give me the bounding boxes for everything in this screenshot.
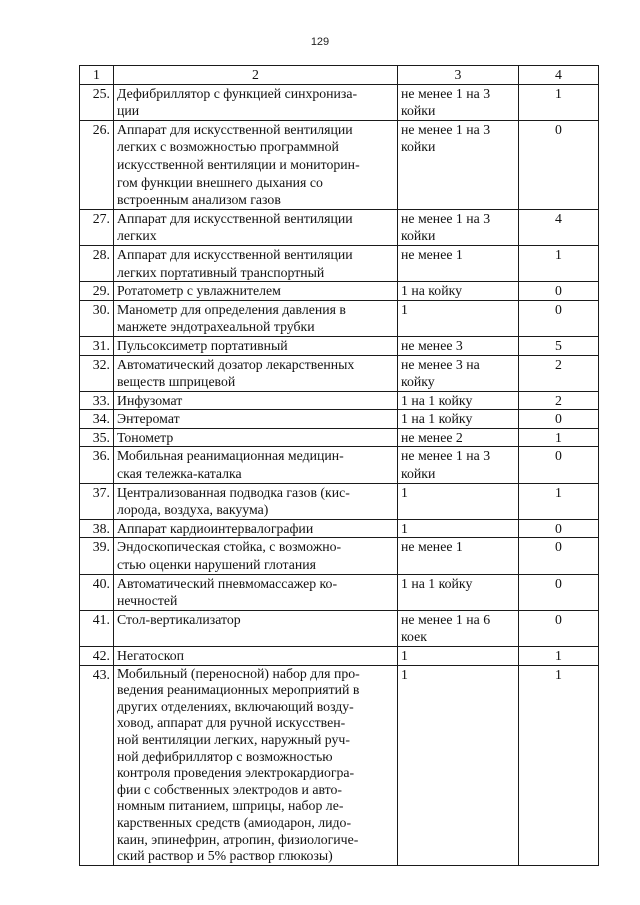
row-number-cell: 37.: [80, 483, 114, 519]
equipment-name-cell: Автоматический пневмомассажер ко- нечностей: [114, 574, 398, 610]
equipment-name-cell: Автоматический дозатор лекарственных веществ шприцевой: [114, 355, 398, 391]
table-row: [80, 428, 599, 447]
quantity-requirement-cell: не менее 1: [398, 538, 519, 574]
header-cell: 4: [519, 66, 599, 85]
available-count-cell: 0: [519, 447, 599, 483]
table-row: [80, 574, 599, 610]
quantity-requirement-cell: не менее 1 на 3 койки: [398, 447, 519, 483]
table-row: [80, 245, 599, 281]
table-row: [80, 538, 599, 574]
quantity-requirement-cell: не менее 3 на койку: [398, 355, 519, 391]
table-row: [80, 483, 599, 519]
equipment-name-cell: Мобильный (переносной) набор для про- ведения реанимационных мероприятий в других отделениях, включающий возду- ховод, аппарат для ручной искусствен- ной вентиляции легких, наружный руч- ной дефибриллятор с возможностью контроля проведения электрокардиогра- фии с собственных электродов и авто- номным питанием, шприцы, набор ле- карственных средств (амиодарон, лидо- каин, эпинефрин, атропин, физиологиче- ский раствор и 5% раствор глюкозы): [114, 665, 398, 865]
row-number-cell: 30.: [80, 300, 114, 336]
quantity-requirement-cell: 1: [398, 647, 519, 666]
available-count-cell: 0: [519, 282, 599, 301]
table-row: [80, 519, 599, 538]
equipment-name-cell: Пульсоксиметр портативный: [114, 336, 398, 355]
equipment-name-cell: Тонометр: [114, 428, 398, 447]
row-number-cell: 38.: [80, 519, 114, 538]
table-row: [80, 120, 599, 209]
quantity-requirement-cell: 1 на 1 койку: [398, 410, 519, 429]
available-count-cell: 1: [519, 245, 599, 281]
row-number-cell: 32.: [80, 355, 114, 391]
equipment-name-cell: Централизованная подводка газов (кис- лорода, воздуха, вакуума): [114, 483, 398, 519]
available-count-cell: 0: [519, 410, 599, 429]
table-row: [80, 610, 599, 646]
quantity-requirement-cell: не менее 1: [398, 245, 519, 281]
quantity-requirement-cell: 1: [398, 665, 519, 865]
equipment-name-cell: Аппарат для искусственной вентиляции легких портативный транспортный: [114, 245, 398, 281]
available-count-cell: 1: [519, 428, 599, 447]
header-cell: 3: [398, 66, 519, 85]
table-row: [80, 665, 599, 865]
quantity-requirement-cell: 1: [398, 300, 519, 336]
table-row: [80, 209, 599, 245]
quantity-requirement-cell: 1 на 1 койку: [398, 391, 519, 410]
row-number-cell: 33.: [80, 391, 114, 410]
quantity-requirement-cell: 1 на койку: [398, 282, 519, 301]
quantity-requirement-cell: 1: [398, 519, 519, 538]
available-count-cell: 4: [519, 209, 599, 245]
quantity-requirement-cell: не менее 1 на 3 койки: [398, 84, 519, 120]
equipment-name-cell: Негатоскоп: [114, 647, 398, 666]
available-count-cell: 1: [519, 84, 599, 120]
equipment-name-cell: Дефибриллятор с функцией синхрониза- ции: [114, 84, 398, 120]
row-number-cell: 43.: [80, 665, 114, 865]
quantity-requirement-cell: 1 на 1 койку: [398, 574, 519, 610]
quantity-requirement-cell: не менее 1 на 3 койки: [398, 120, 519, 209]
available-count-cell: 0: [519, 610, 599, 646]
table-row: [80, 282, 599, 301]
equipment-name-cell: Инфузомат: [114, 391, 398, 410]
available-count-cell: 2: [519, 355, 599, 391]
row-number-cell: 29.: [80, 282, 114, 301]
available-count-cell: 1: [519, 483, 599, 519]
quantity-requirement-cell: не менее 2: [398, 428, 519, 447]
table-row: [80, 410, 599, 429]
table-header-row: [80, 66, 599, 85]
equipment-name-cell: Эндоскопическая стойка, с возможно- стью оценки нарушений глотания: [114, 538, 398, 574]
equipment-name-cell: Энтеромат: [114, 410, 398, 429]
available-count-cell: 1: [519, 665, 599, 865]
row-number-cell: 28.: [80, 245, 114, 281]
row-number-cell: 39.: [80, 538, 114, 574]
table-row: [80, 647, 599, 666]
equipment-name-cell: Аппарат для искусственной вентиляции легких: [114, 209, 398, 245]
available-count-cell: 0: [519, 538, 599, 574]
equipment-name-cell: Мобильная реанимационная медицин- ская тележка-каталка: [114, 447, 398, 483]
row-number-cell: 34.: [80, 410, 114, 429]
table-row: [80, 300, 599, 336]
table-row: [80, 355, 599, 391]
row-number-cell: 36.: [80, 447, 114, 483]
available-count-cell: 1: [519, 647, 599, 666]
available-count-cell: 0: [519, 574, 599, 610]
row-number-cell: 42.: [80, 647, 114, 666]
equipment-name-cell: Ротатометр с увлажнителем: [114, 282, 398, 301]
available-count-cell: 2: [519, 391, 599, 410]
row-number-cell: 35.: [80, 428, 114, 447]
quantity-requirement-cell: не менее 1 на 6 коек: [398, 610, 519, 646]
table-row: [80, 447, 599, 483]
quantity-requirement-cell: не менее 3: [398, 336, 519, 355]
equipment-name-cell: Аппарат кардиоинтервалографии: [114, 519, 398, 538]
available-count-cell: 0: [519, 120, 599, 209]
row-number-cell: 25.: [80, 84, 114, 120]
equipment-name-cell: Манометр для определения давления в манжете эндотрахеальной трубки: [114, 300, 398, 336]
table-row: [80, 84, 599, 120]
row-number-cell: 40.: [80, 574, 114, 610]
row-number-cell: 26.: [80, 120, 114, 209]
row-number-cell: 27.: [80, 209, 114, 245]
page-number: 129: [310, 36, 330, 48]
equipment-name-cell: Аппарат для искусственной вентиляции легких с возможностью программной искусственной вентиляции и мониторин- гом функции внешнего дыхания со встроенным анализом газов: [114, 120, 398, 209]
equipment-name-cell: Стол-вертикализатор: [114, 610, 398, 646]
available-count-cell: 0: [519, 519, 599, 538]
available-count-cell: 5: [519, 336, 599, 355]
quantity-requirement-cell: 1: [398, 483, 519, 519]
table-row: [80, 336, 599, 355]
equipment-table: [79, 65, 599, 866]
table-row: [80, 391, 599, 410]
quantity-requirement-cell: не менее 1 на 3 койки: [398, 209, 519, 245]
row-number-cell: 31.: [80, 336, 114, 355]
header-cell: 1: [80, 66, 114, 85]
available-count-cell: 0: [519, 300, 599, 336]
row-number-cell: 41.: [80, 610, 114, 646]
header-cell: 2: [114, 66, 398, 85]
